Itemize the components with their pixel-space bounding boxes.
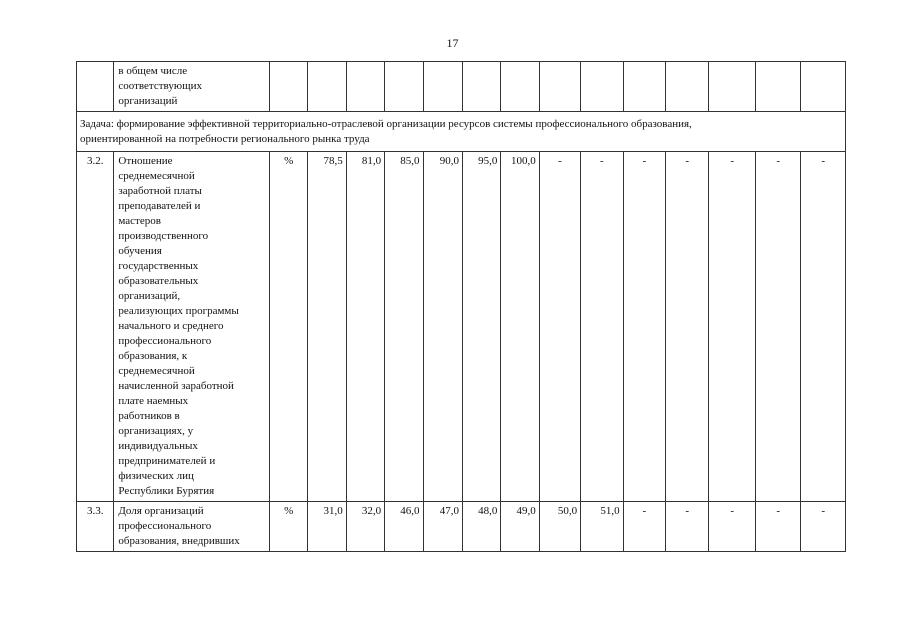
indicator-value: 48,0 — [462, 502, 500, 552]
task-text-line: ориентированной на потребности регионального рынка труда — [80, 133, 370, 145]
task-cell — [77, 112, 846, 152]
indicator-value: - — [801, 502, 846, 552]
indicator-value: - — [709, 502, 755, 552]
indicator-name-line: Республики Бурятия — [118, 485, 215, 497]
indicator-name — [114, 152, 270, 502]
indicator-name-line: преподавателей и — [118, 200, 201, 212]
indicator-value — [623, 62, 665, 112]
indicator-value — [581, 62, 623, 112]
indicator-name-line: в общем числе — [118, 65, 188, 77]
task-text-line: Задача: формирование эффективной территориально-отраслевой организации ресурсов системы профессионального образования, — [80, 118, 692, 130]
indicator-name-line: профессионального — [118, 335, 212, 347]
indicator-name-line: мастеров — [118, 215, 161, 227]
indicator-name-line: начального и среднего — [118, 320, 224, 332]
indicator-name-line: государственных — [118, 260, 199, 272]
indicator-value — [462, 62, 500, 112]
indicator-name-line: образования, внедривших — [118, 535, 240, 547]
indicator-number — [77, 62, 114, 112]
indicator-name-line: производственного — [118, 230, 209, 242]
indicator-name-line: индивидуальных — [118, 440, 198, 452]
indicator-name-line: работников в — [118, 410, 180, 422]
indicator-value: - — [581, 152, 623, 502]
indicator-value: 85,0 — [385, 152, 423, 502]
table-row — [77, 502, 846, 552]
indicator-value — [501, 62, 539, 112]
indicator-value: 51,0 — [581, 502, 623, 552]
indicator-name — [114, 502, 270, 552]
indicator-name-line: предпринимателей и — [118, 455, 216, 467]
indicator-name — [114, 62, 270, 112]
indicator-value — [666, 62, 709, 112]
indicator-value: 90,0 — [423, 152, 462, 502]
indicator-name-line: организаций — [118, 95, 178, 107]
table-row — [77, 152, 846, 502]
indicator-name-line: среднемесячной — [118, 365, 195, 377]
indicator-name-line: соответствующих — [118, 80, 202, 92]
indicator-value: 32,0 — [346, 502, 384, 552]
indicator-number: 3.3. — [77, 502, 114, 552]
indicator-value — [801, 62, 846, 112]
indicator-name-line: заработной платы — [118, 185, 202, 197]
indicator-name-line: реализующих программы — [118, 305, 239, 317]
indicator-value: 47,0 — [423, 502, 462, 552]
indicator-name-line: плате наемных — [118, 395, 189, 407]
indicator-unit: % — [269, 152, 307, 502]
indicator-value: - — [755, 502, 800, 552]
indicator-value: - — [709, 152, 755, 502]
indicator-value: - — [801, 152, 846, 502]
indicator-name-line: организаций, — [118, 290, 181, 302]
indicator-name-line: Доля организаций — [118, 505, 204, 517]
indicator-value: - — [666, 502, 709, 552]
indicator-name-line: образования, к — [118, 350, 188, 362]
indicator-value: 31,0 — [308, 502, 346, 552]
indicator-value: 95,0 — [462, 152, 500, 502]
indicator-name-line: начисленной заработной — [118, 380, 234, 392]
indicator-value: 49,0 — [501, 502, 539, 552]
indicator-value — [423, 62, 462, 112]
indicator-value: 100,0 — [501, 152, 539, 502]
indicator-value: 78,5 — [308, 152, 346, 502]
indicator-value: - — [539, 152, 580, 502]
indicator-name-line: профессионального — [118, 520, 212, 532]
indicator-unit: % — [269, 502, 307, 552]
indicator-value — [709, 62, 755, 112]
indicator-value: - — [623, 502, 665, 552]
indicator-value: - — [623, 152, 665, 502]
indicator-value: 81,0 — [346, 152, 384, 502]
indicator-value: - — [666, 152, 709, 502]
indicator-value — [539, 62, 580, 112]
page-number: 17 — [446, 36, 459, 50]
indicator-value — [755, 62, 800, 112]
indicator-name-line: организациях, у — [118, 425, 194, 437]
indicator-name-line: среднемесячной — [118, 170, 195, 182]
indicator-name-line: обучения — [118, 245, 162, 257]
indicator-name-line: Отношение — [118, 155, 173, 167]
table-body — [77, 62, 846, 552]
indicator-value — [385, 62, 423, 112]
indicator-value: - — [755, 152, 800, 502]
indicator-value: 50,0 — [539, 502, 580, 552]
indicators-table — [76, 61, 846, 552]
indicator-name-line: образовательных — [118, 275, 199, 287]
table-row — [77, 62, 846, 112]
indicator-value — [346, 62, 384, 112]
indicator-unit — [269, 62, 307, 112]
indicator-value — [308, 62, 346, 112]
task-row — [77, 112, 846, 152]
indicator-name-line: физических лиц — [118, 470, 194, 482]
indicator-number: 3.2. — [77, 152, 114, 502]
indicator-value: 46,0 — [385, 502, 423, 552]
